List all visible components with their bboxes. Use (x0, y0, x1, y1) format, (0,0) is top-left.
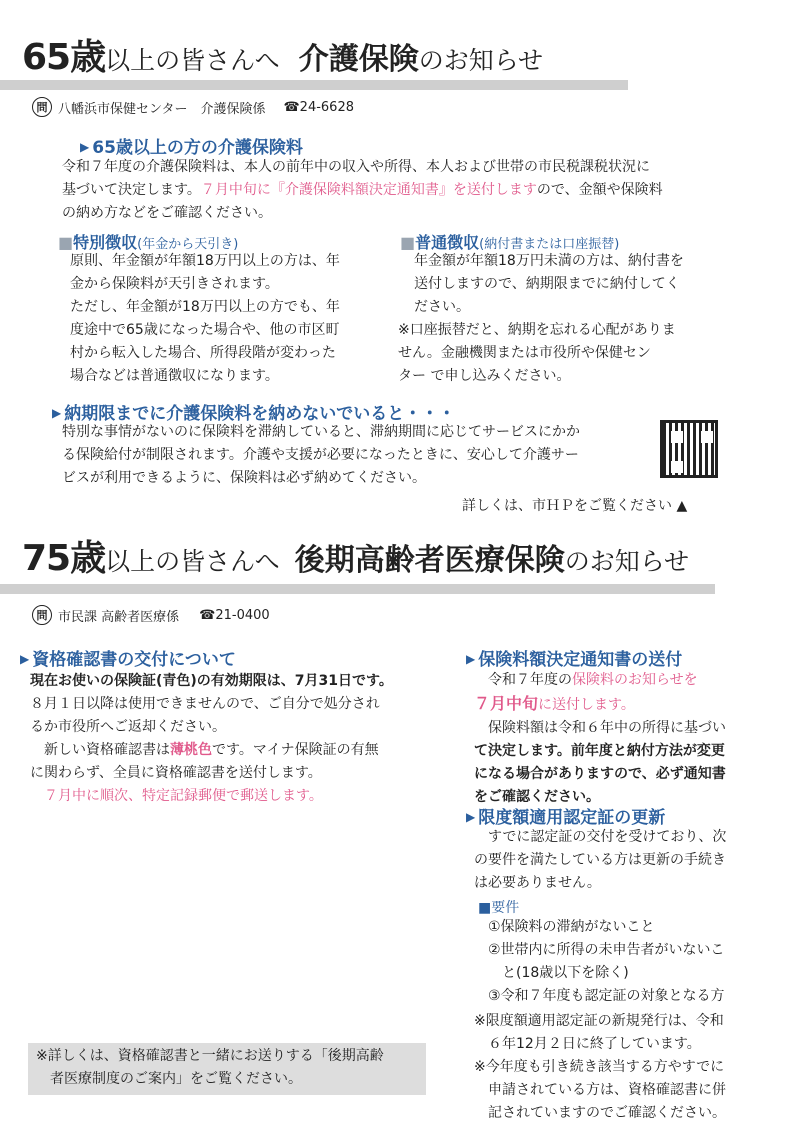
contact-dept: 八幡浜市保健センター 介護保険係 (58, 101, 266, 117)
section2-title: 75歳以上の皆さんへ 後期高齢者医療保険のお知らせ (22, 538, 689, 579)
requirements-list: ①保険料の滞納がないこと ②世帯内に所得の未申告者がいないこ と(18歳以下を除く) ③令和７年度も認定証の対象となる方 (488, 919, 725, 1004)
notice-text: 令和７年度の保険料のお知らせを ７月中旬に送付します。 保険料額は令和６年中の所得に基づい て決定します。前年度と納付方法が変更 になる場合がありますので、必ず通知書 をご確認ください。 (474, 672, 726, 805)
renewal-text: すでに認定証の交付を受けており、次 の要件を満たしている方は更新の手続き は必要ありません。 (474, 829, 727, 891)
section1-title: 65歳以上の皆さんへ 介護保険のお知らせ (22, 37, 543, 78)
contact-tel: ☎24-6628 (283, 99, 354, 115)
contact-row (32, 605, 270, 625)
tokubetsu-text: 原則、年金額が年額18万円以上の方は、年 金から保険料が天引きされます。 ただし、年金額が18万円以上の方でも、年 度途中で65歳になった場合や、他の市区町 村から転入した場合、所得段階が変わった 場合などは普通徴収になります。 (70, 253, 340, 384)
details-box: ※詳しくは、資格確認書と一緒にお送りする「後期高齢 者医療制度のご案内」をご覧ください。 (28, 1043, 426, 1095)
requirements-heading: ■要件 (478, 900, 520, 916)
futsu-text: 年金額が年額18万円未満の方は、納付書を 送付しますので、納期限までに納付してく ださい。 (414, 253, 684, 315)
qr-code-icon[interactable] (660, 420, 718, 478)
title-underline (0, 80, 628, 90)
overdue-text: 特別な事情がないのに保険料を滞納していると、滞納期間に応じてサービスにかか る保険給付が制限されます。介護や支援が必要になったときに、安心して介護サー ビスが利用できるように、保険料は必ず納めてください。 (62, 424, 580, 486)
renewal-notes: ※限度額適用認定証の新規発行は、令和 ６年12月２日に終了しています。 ※今年度も引き続き該当する方やすでに 申請されている方は、資格確認書に併 記されていますのでご確認ください。 (474, 1013, 726, 1121)
heading-futsu: ■普通徴収(納付書または口座振替) (400, 233, 620, 252)
heading-overdue: ▶ 納期限までに介護保険料を納めないでいると・・・ (52, 404, 456, 424)
heading-notice: ▶ 保険料額決定通知書の送付 (466, 650, 683, 670)
inquiry-icon: 問 (32, 97, 52, 117)
heading-renewal: ▶ 限度額適用認定証の更新 (466, 808, 666, 828)
title-underline (0, 584, 715, 594)
see-website-text: 詳しくは、市ＨＰをご覧ください ▲ (462, 498, 688, 514)
heading-tokubetsu: ■特別徴収(年金から天引き) (58, 233, 239, 252)
heading-premium: ▶ 65歳以上の方の介護保険料 (80, 138, 303, 158)
premium-text: 令和７年度の介護保険料は、本人の前年中の収入や所得、本人および世帯の市民税課税状況に 基づいて決定します。７月中旬に『介護保険料額決定通知書』を送付しますので、金額や保険料 の納め方などをご確認ください。 (62, 159, 663, 221)
futsu-note: ※口座振替だと、納期を忘れる心配がありま せん。金融機関または市役所や保健セン ター で申し込みください。 (398, 322, 676, 384)
heading-certificate: ▶ 資格確認書の交付について (20, 650, 236, 670)
certificate-text: 現在お使いの保険証(青色)の有効期限は、7月31日です。 ８月１日以降は使用できませんので、ご自分で処分され るか市役所へご返却ください。 新しい資格確認書は薄桃色です。マイナ保険証の有無 に関わらず、全員に資格確認書を送付します。 ７月中に順次、特定記録郵便で郵送します。 (30, 673, 393, 804)
inquiry-icon: 問 (32, 605, 52, 625)
contact-row (32, 97, 354, 117)
contact-dept: 市民課 高齢者医療係 (58, 609, 180, 625)
contact-tel: ☎21-0400 (199, 607, 270, 623)
